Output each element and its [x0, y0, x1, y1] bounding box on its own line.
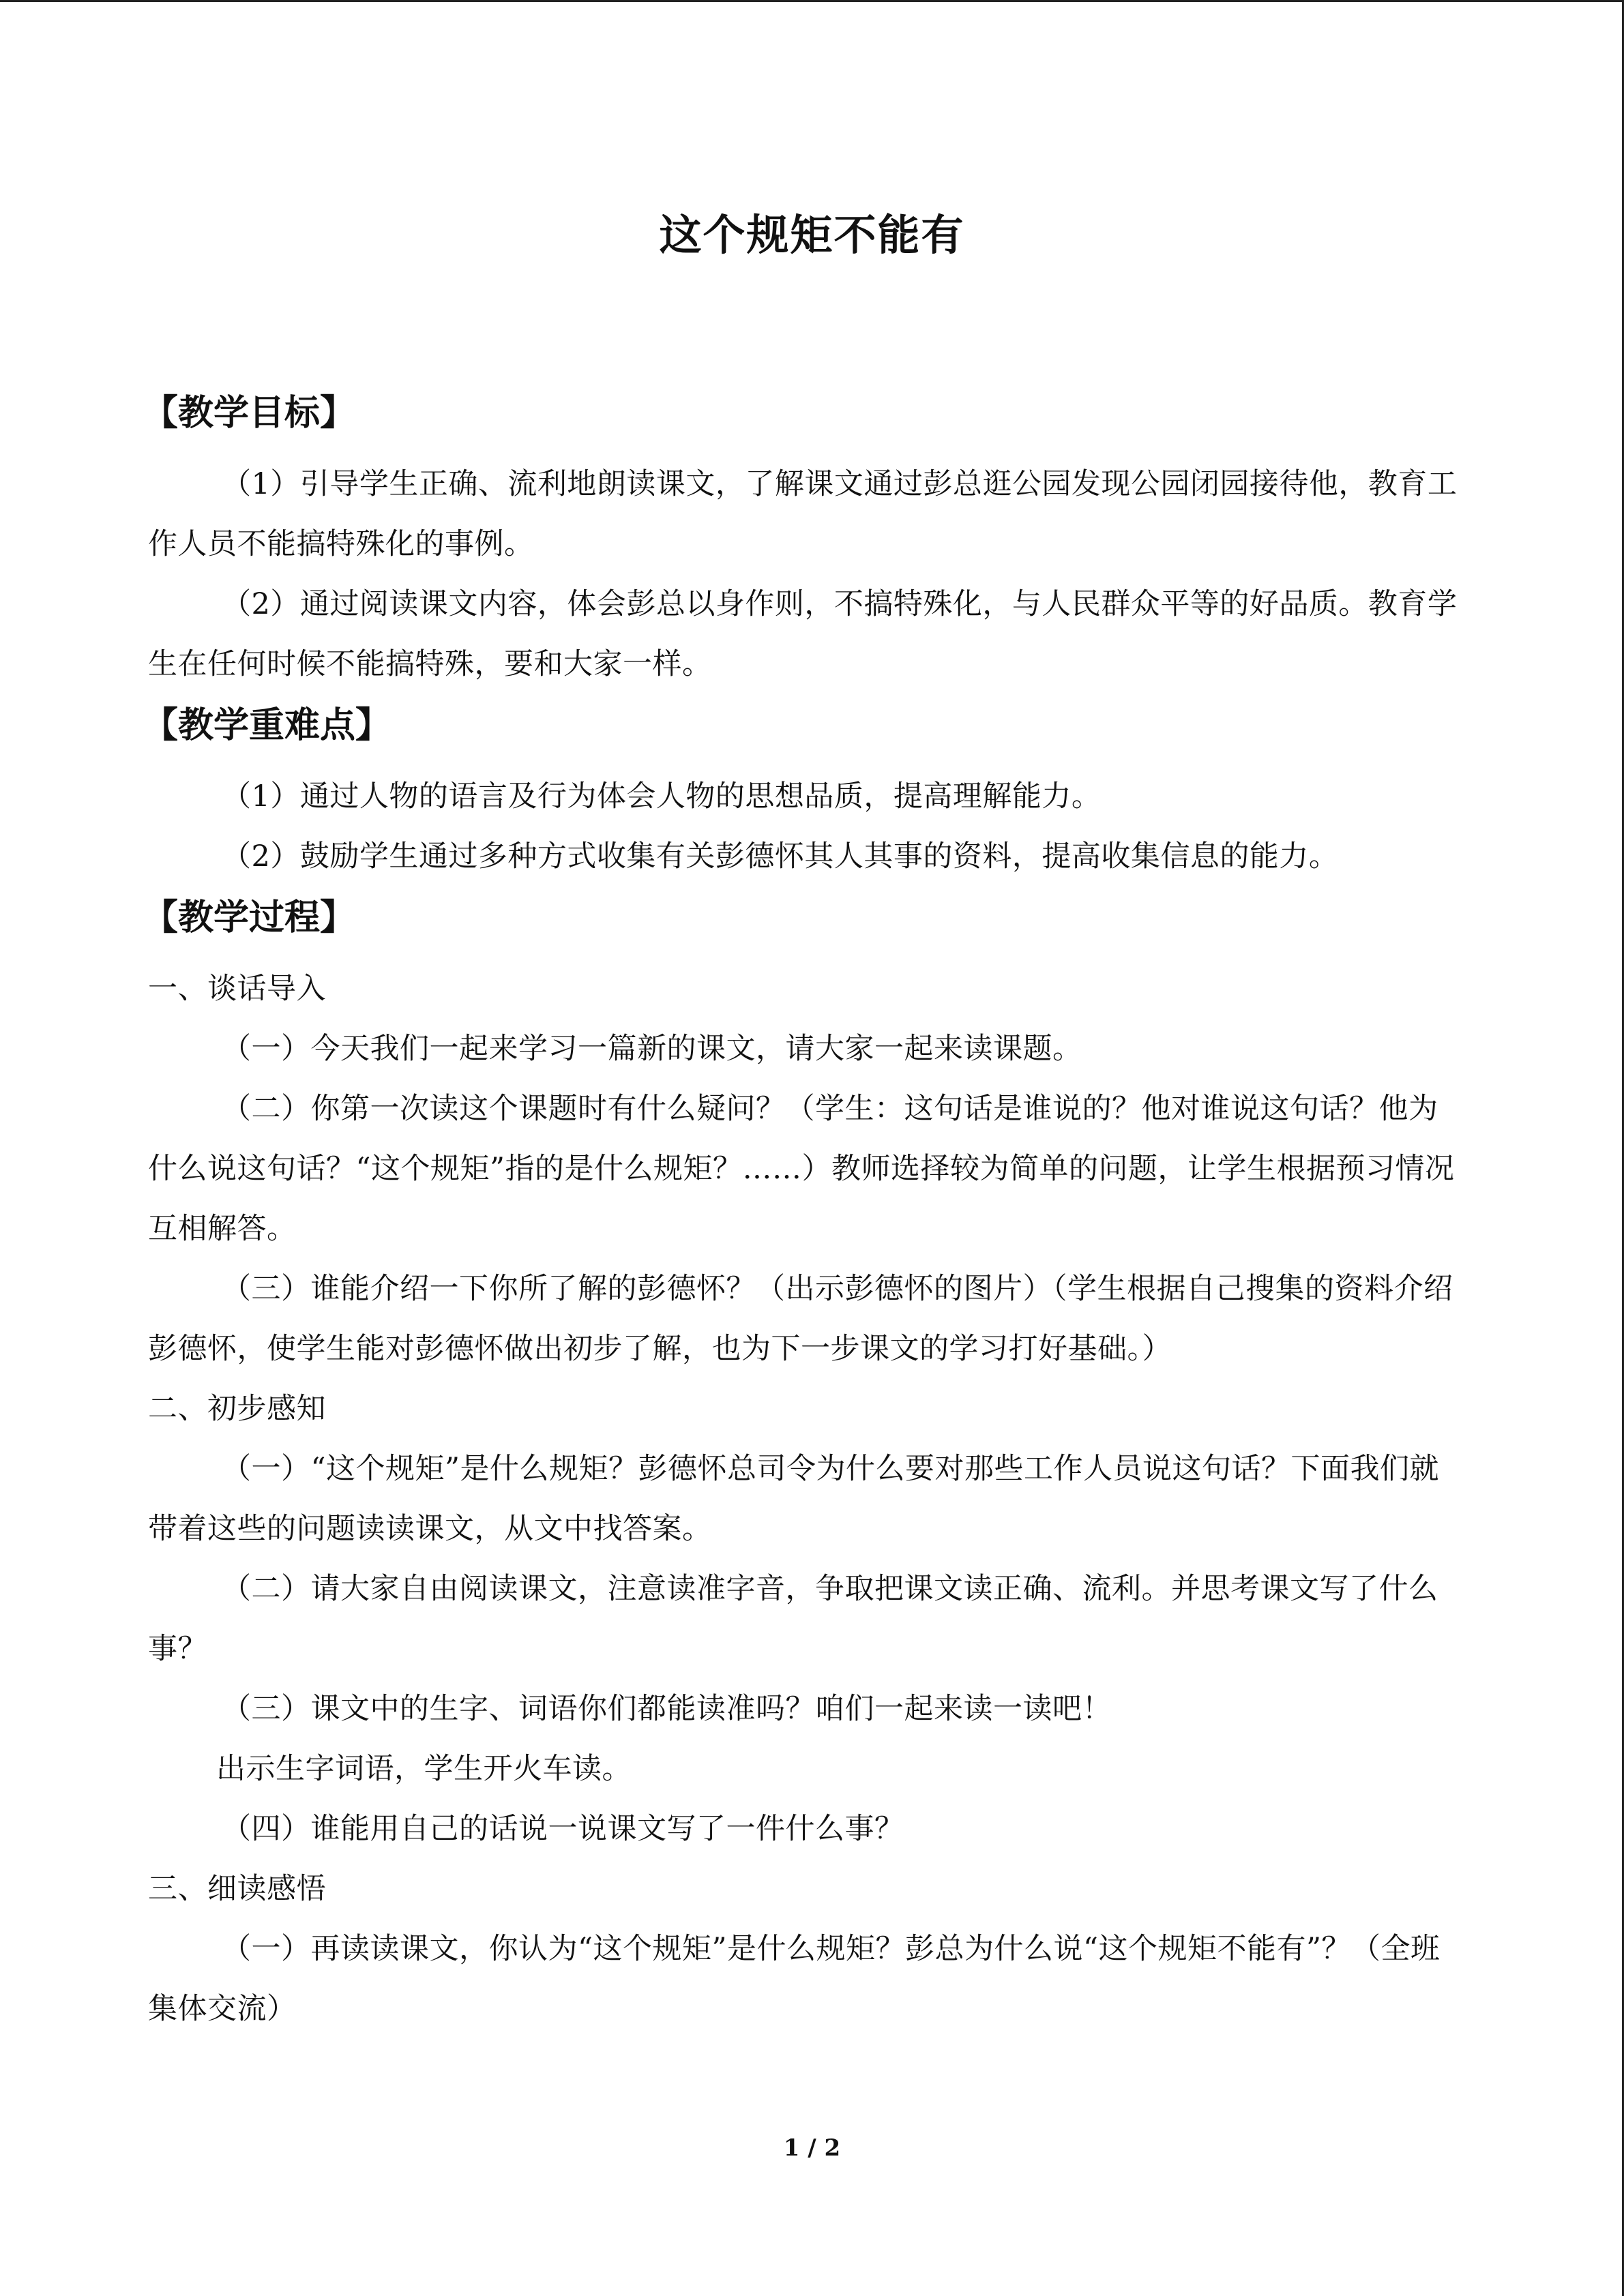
process-part-2-paragraph-5: （四）谁能用自己的话说一说课文写了一件什么事？ [222, 1812, 904, 1846]
process-part-1-paragraph-3: （三）谁能介绍一下你所了解的彭德怀？（出示彭德怀的图片）（学生根据自己搜集的资料介绍彭德怀，使学生能对彭德怀做出初步了解，也为下一步课文的学习打好基础。） [148, 1272, 1453, 1366]
process-part-3-title: 三、细读感悟 [148, 1872, 326, 1906]
page-number: 1 / 2 [783, 2134, 841, 2162]
process-part-2-paragraph-1: （一）“这个规矩”是什么规矩？彭德怀总司令为什么要对那些工作人员说这句话？下面我们就带着这些的问题读读课文，从文中找答案。 [148, 1452, 1439, 1546]
heading-key-points: 【教学重难点】 [143, 705, 392, 746]
process-part-2-paragraph-4: 出示生字词语，学生开火车读。 [216, 1752, 632, 1786]
key-points-paragraph-1: （1）通过人物的语言及行为体会人物的思想品质，提高理解能力。 [222, 779, 1102, 814]
process-part-2-paragraph-3: （三）课文中的生字、词语你们都能读准吗？咱们一起来读一读吧！ [222, 1692, 1112, 1726]
process-part-3-paragraph-1: （一）再读读课文，你认为“这个规矩”是什么规矩？彭总为什么说“这个规矩不能有”？（全班集体交流） [148, 1932, 1441, 2026]
process-part-2-title: 二、初步感知 [148, 1392, 326, 1426]
top-border [0, 0, 1624, 2]
process-part-1-paragraph-2: （二）你第一次读这个课题时有什么疑问？（学生：这句话是谁说的？他对谁说这句话？他为什么说这句话？“这个规矩”指的是什么规矩？……）教师选择较为简单的问题，让学生根据预习情况互相解答。 [148, 1092, 1455, 1246]
heading-teaching-goals: 【教学目标】 [143, 393, 356, 434]
document-body [143, 382, 1464, 2039]
goals-paragraph-2: （2）通过阅读课文内容，体会彭总以身作则，不搞特殊化，与人民群众平等的好品质。教育学生在任何时候不能搞特殊，要和大家一样。 [148, 587, 1458, 681]
page-title: 这个规矩不能有 [659, 210, 965, 260]
goals-paragraph-1: （1）引导学生正确、流利地朗读课文，了解课文通过彭总逛公园发现公园闭园接待他，教育工作人员不能搞特殊化的事例。 [148, 467, 1458, 561]
heading-teaching-process: 【教学过程】 [143, 897, 356, 938]
key-points-paragraph-2: （2）鼓励学生通过多种方式收集有关彭德怀其人其事的资料，提高收集信息的能力。 [222, 839, 1339, 874]
process-part-2-paragraph-2: （二）请大家自由阅读课文，注意读准字音，争取把课文读正确、流利。并思考课文写了什么事？ [148, 1572, 1438, 1666]
process-part-1-title: 一、谈话导入 [148, 972, 326, 1006]
process-part-1-paragraph-1: （一）今天我们一起来学习一篇新的课文，请大家一起来读课题。 [222, 1032, 1082, 1066]
